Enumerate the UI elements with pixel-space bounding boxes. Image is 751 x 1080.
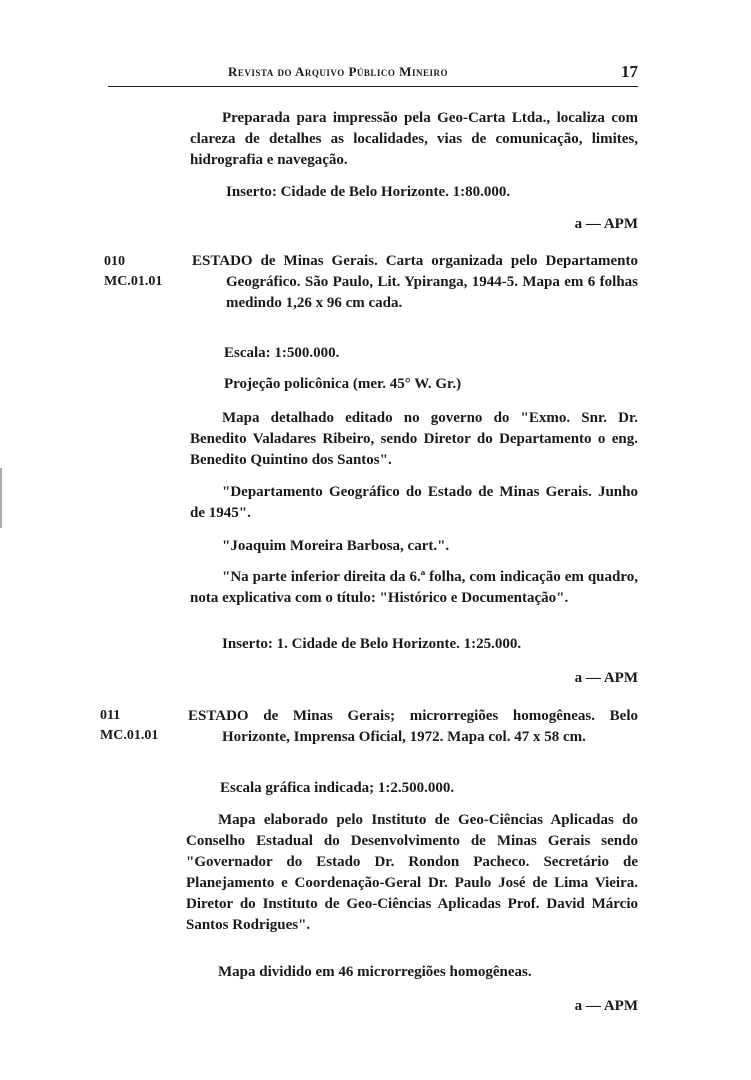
entry-title-010: ESTADO de Minas Gerais. Carta organizada pelo Departamento Geográfico. São Paulo, Lit. Ypiranga, 1944-5. Mapa em 6 folhas medindo 1,26 x 96 cm cada. (192, 253, 638, 311)
running-title: Revista do Arquivo Público Mineiro (228, 64, 448, 79)
entry-number-011: 011 (100, 708, 121, 723)
entry-number-010: 010 (104, 254, 125, 269)
entry-note3-010: "Joaquim Moreira Barbosa, cart.". (222, 538, 450, 554)
entry-inset-010: Inserto: 1. Cidade de Belo Horizonte. 1:25.000. (222, 636, 522, 652)
continuation-inset: Inserto: Cidade de Belo Horizonte. 1:80.000. (226, 184, 511, 200)
entry-code-010: MC.01.01 (104, 274, 163, 289)
entry-projection-010: Projeção policônica (mer. 45° W. Gr.) (224, 376, 462, 392)
entry-location-010: a — APM (574, 670, 638, 686)
continuation-location: a — APM (574, 216, 638, 232)
scan-edge-mark (0, 468, 2, 528)
entry-code-011: MC.01.01 (100, 728, 159, 743)
entry-note2-011: Mapa dividido em 46 microrregiões homogêneas. (218, 964, 532, 980)
entry-note4-010: "Na parte inferior direita da 6.ª folha, com indicação em quadro, nota explicativa com o título: "Histórico e Documentação". (190, 569, 638, 606)
entry-scale-011: Escala gráfica indicada; 1:2.500.000. (220, 780, 455, 796)
entry-note1-011: Mapa elaborado pelo Instituto de Geo-Ciências Aplicadas do Conselho Estadual do Desenvolvimento de Minas Gerais sendo "Governador do Estado Dr. Rondon Pacheco. Secretário de Planejamento e Coordenação-Geral Dr. Paulo José de Lima Vieira. Diretor do Instituto de Geo-Ciências Aplicadas Prof. David Márcio Santos Rodrigues". (186, 812, 638, 933)
page-number: 17 (621, 62, 638, 81)
page-header (108, 62, 638, 87)
entry-note2-010: "Departamento Geográfico do Estado de Minas Gerais. Junho de 1945". (190, 484, 638, 521)
entry-scale-010: Escala: 1:500.000. (224, 345, 340, 361)
entry-note1-010: Mapa detalhado editado no governo do "Exmo. Snr. Dr. Benedito Valadares Ribeiro, sendo Diretor do Departamento o eng. Benedito Quintino dos Santos". (190, 410, 638, 468)
entry-location-011: a — APM (574, 998, 638, 1014)
continuation-description: Preparada para impressão pela Geo-Carta Ltda., localiza com clareza de detalhes as localidades, vias de comunicação, limites, hidrografia e navegação. (190, 110, 638, 168)
entry-title-011: ESTADO de Minas Gerais; microrregiões homogêneas. Belo Horizonte, Imprensa Oficial, 1972. Mapa col. 47 x 58 cm. (188, 708, 638, 745)
